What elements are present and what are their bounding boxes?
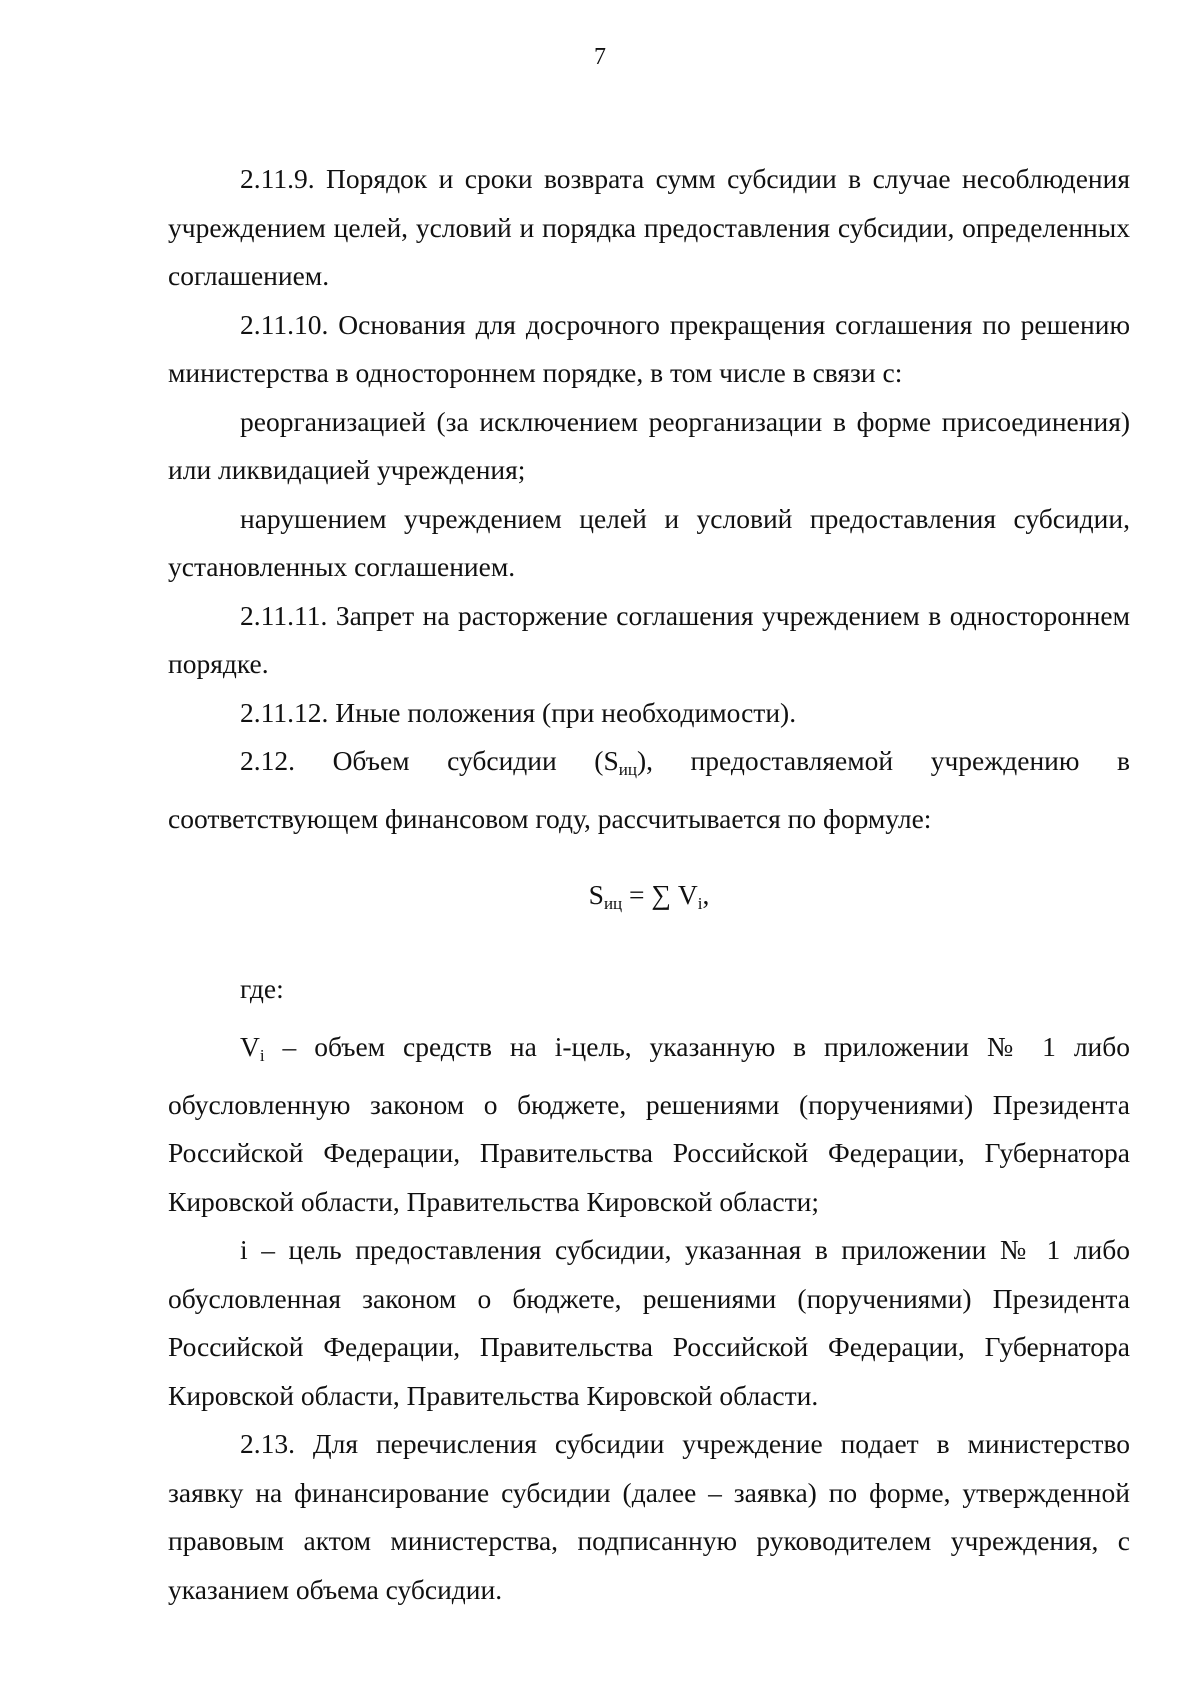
subscript-ic: иц — [618, 760, 637, 779]
paragraph-2-12-start: 2.12. Объем субсидии (S — [240, 745, 619, 776]
paragraph-i-definition: i – цель предоставления субсидии, указанная в приложении № 1 либо обусловленная законом о бюджете, решениями (поручениями) Президента Российской Федерации, Правительства Российской Федерации, Губернатора Кировской области, Правительства Кировской области. — [168, 1234, 1130, 1411]
formula-comma: , — [702, 879, 710, 910]
formula-s: S — [588, 879, 604, 910]
paragraph-vi-definition — [168, 1023, 1130, 1226]
paragraph-2-11-10: 2.11.10. Основания для досрочного прекращения соглашения по решению министерства в одностороннем порядке, в том числе в связи с: — [168, 308, 1130, 388]
formula-subscript-ic: иц — [603, 894, 623, 913]
paragraph-2-12-end: ), предоставляемой учреждению в соответствующем финансовом году, рассчитывается по формуле: — [168, 745, 1130, 834]
paragraph-2-12 — [168, 737, 1130, 843]
vi-text: – объем средств на i-цель, указанную в приложении № 1 либо обусловленную законом о бюджете, решениями (поручениями) Президента Российской Федерации, Правительства Российской Федерации, Губернатора Кировской области, Правительства Кировской области; — [168, 1031, 1130, 1217]
paragraph-reorganization: реорганизацией (за исключением реорганизации в форме присоединения) или ликвидацией учреждения; — [168, 405, 1130, 485]
spacer — [168, 1013, 1130, 1023]
formula-subscript-i: i — [697, 894, 703, 913]
paragraph-2-11-12: 2.11.12. Иные положения (при необходимости). — [240, 696, 797, 728]
formula — [168, 871, 1130, 929]
paragraph-2-13: 2.13. Для перечисления субсидии учреждение подает в министерство заявку на финансирование субсидии (далее – заявка) по форме, утвержденной правовым актом министерства, подписанную руководителем учреждения, с указанием объема субсидии. — [168, 1428, 1130, 1605]
vi-subscript: i — [259, 1046, 265, 1065]
document-body — [168, 155, 1130, 1614]
formula-sum: = ∑ V — [622, 879, 698, 910]
paragraph-violation: нарушением учреждением целей и условий предоставления субсидии, установленных соглашением. — [168, 502, 1130, 582]
paragraph-2-11-9: 2.11.9. Порядок и сроки возврата сумм субсидии в случае несоблюдения учреждением целей, условий и порядка предоставления субсидии, определенных соглашением. — [168, 163, 1130, 291]
page-number: 7 — [594, 44, 606, 70]
vi-symbol: V — [240, 1031, 260, 1062]
paragraph-2-11-11: 2.11.11. Запрет на расторжение соглашения учреждением в одностороннем порядке. — [168, 599, 1130, 679]
paragraph-where: где: — [240, 972, 284, 1004]
